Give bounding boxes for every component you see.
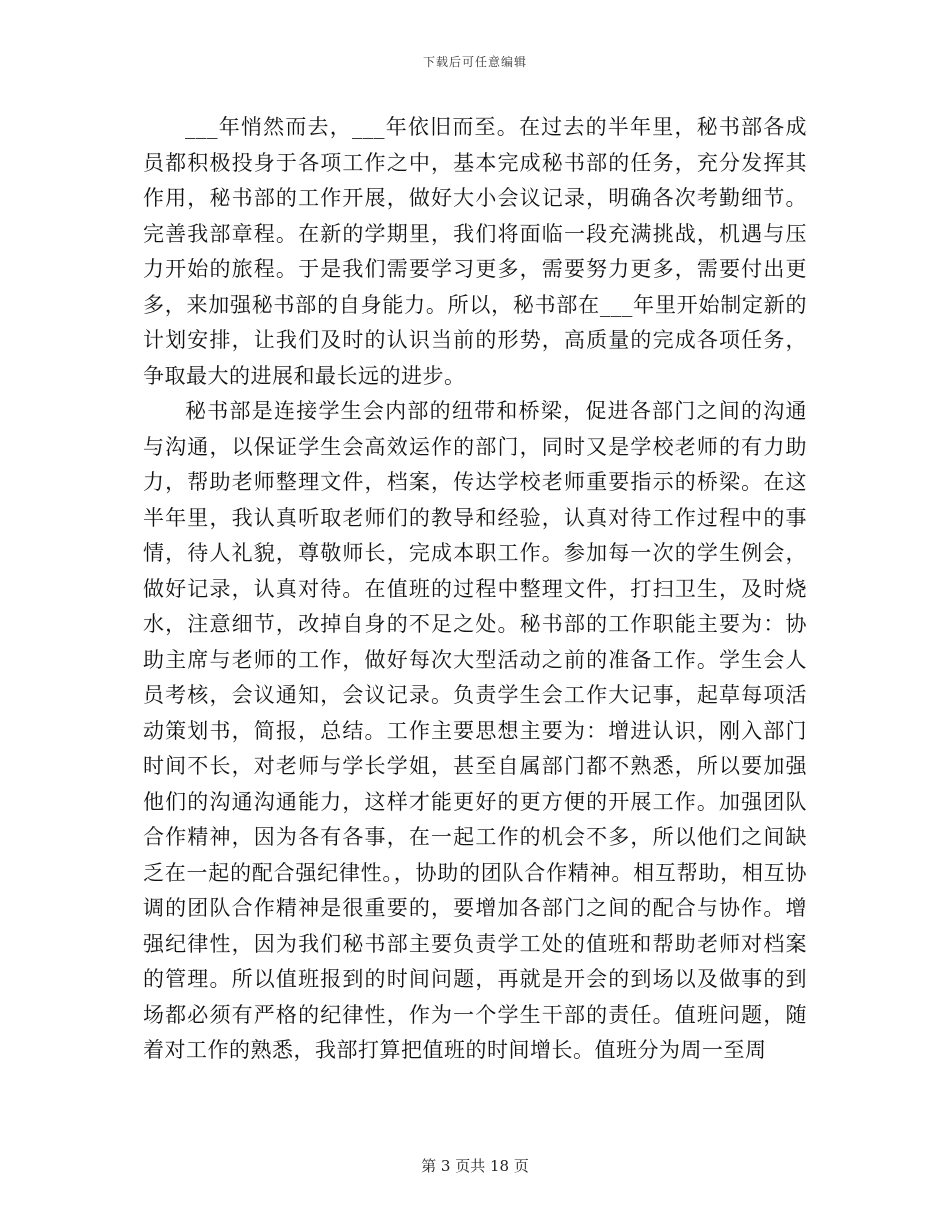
page-header: 下载后可任意编辑 xyxy=(422,55,527,69)
document-body xyxy=(143,110,807,1069)
paragraph-2: 秘书部是连接学生会内部的纽带和桥梁，促进各部门之间的沟通与沟通，以保证学生会高效运作的部门，同时又是学校老师的有力助力，帮助老师整理文件，档案，传达学校老师重要指示的桥梁。在这半年里，我认真听取老师们的教导和经验，认真对待工作过程中的事情，待人礼貌，尊敬师长，完成本职工作。参加每一次的学生例会，做好记录，认真对待。在值班的过程中整理文件，打扫卫生，及时烧水，注意细节，改掉自身的不足之处。秘书部的工作职能主要为：协助主席与老师的工作，做好每次大型活动之前的准备工作。学生会人员考核，会议通知，会议记录。负责学生会工作大记事，起草每项活动策划书，简报，总结。工作主要思想主要为：增进认识，刚入部门时间不长，对老师与学长学姐，甚至自属部门都不熟悉，所以要加强他们的沟通沟通能力，这样才能更好的更方便的开展工作。加强团队合作精神，因为各有各事，在一起工作的机会不多，所以他们之间缺乏在一起的配合强纪律性。，协助的团队合作精神。相互帮助，相互协调的团队合作精神是很重要的，要增加各部门之间的配合与协作。增强纪律性，因为我们秘书部主要负责学工处的值班和帮助老师对档案的管理。所以值班报到的时间问题，再就是开会的到场以及做事的到场都必须有严格的纪律性，作为一个学生干部的责任。值班问题，随着对工作的熟悉，我部打算把值班的时间增长。值班分为周一至周 xyxy=(143,399,807,1062)
page-footer: 第 3 页共 18 页 xyxy=(421,1157,529,1175)
paragraph-1: ___年悄然而去，___年依旧而至。在过去的半年里，秘书部各成员都积极投身于各项工作之中，基本完成秘书部的任务，充分发挥其作用，秘书部的工作开展，做好大小会议记录，明确各次考勤细节。完善我部章程。在新的学期里，我们将面临一段充满挑战，机遇与压力开始的旅程。于是我们需要学习更多，需要努力更多，需要付出更多，来加强秘书部的自身能力。所以，秘书部在___年里开始制定新的计划安排，让我们及时的认识当前的形势，高质量的完成各项任务，争取最大的进展和最长远的进步。 xyxy=(143,115,807,388)
